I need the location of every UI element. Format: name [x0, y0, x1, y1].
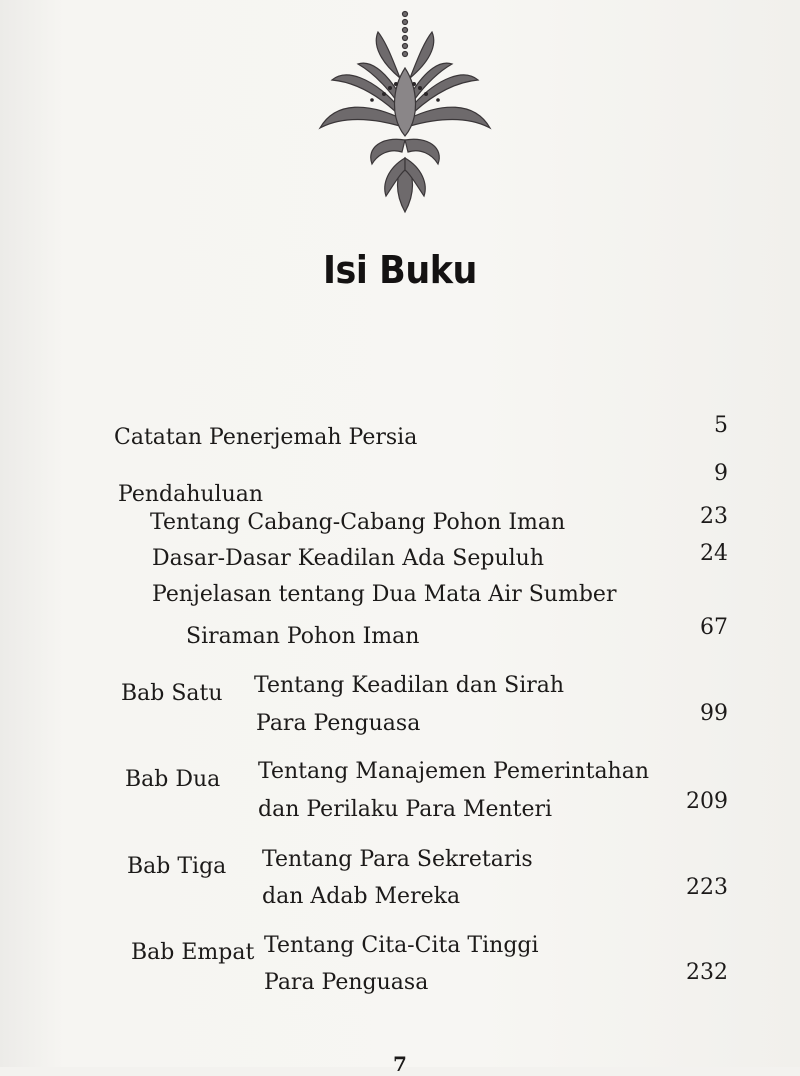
chapter-page: 209	[686, 789, 728, 814]
toc-entry-page: 5	[714, 413, 728, 438]
toc-entry-text: Catatan Penerjemah Persia	[114, 425, 418, 450]
chapter-title-line: Tentang Keadilan dan Sirah	[254, 673, 565, 698]
chapter-label: Bab Empat	[131, 940, 255, 965]
chapter-title-line: Tentang Para Sekretaris	[262, 847, 533, 872]
toc-subentry-text: Dasar-Dasar Keadilan Ada Sepuluh	[152, 546, 544, 571]
toc-entry-text: Pendahuluan	[118, 482, 264, 507]
chapter-title-line: Tentang Cita-Cita Tinggi	[264, 933, 539, 958]
chapter-label: Bab Tiga	[127, 854, 227, 879]
chapter-page: 223	[686, 875, 728, 900]
toc-subentry-text: Tentang Cabang-Cabang Pohon Iman	[150, 510, 566, 535]
chapter-label: Bab Dua	[125, 767, 221, 792]
toc-entry-page: 24	[700, 541, 728, 566]
floral-ornament-icon	[312, 8, 498, 214]
chapter-title-line: dan Perilaku Para Menteri	[258, 797, 553, 822]
toc-subentry-text: Penjelasan tentang Dua Mata Air Sumber	[152, 582, 617, 607]
page-number: 7	[393, 1052, 407, 1076]
chapter-page: 99	[700, 701, 728, 726]
chapter-title-line: Tentang Manajemen Pemerintahan	[258, 759, 650, 784]
toc-entry-page: 9	[714, 461, 728, 486]
chapter-title-line: dan Adab Mereka	[262, 884, 461, 909]
toc-entry-page: 23	[700, 504, 728, 529]
chapter-page: 232	[686, 960, 728, 985]
toc-entry-page: 67	[700, 615, 728, 640]
chapter-label: Bab Satu	[121, 681, 223, 706]
toc-subentry-text-cont: Siraman Pohon Iman	[186, 624, 420, 649]
chapter-title-line: Para Penguasa	[256, 711, 421, 736]
chapter-title-line: Para Penguasa	[264, 970, 429, 995]
page-title: Isi Buku	[323, 248, 477, 292]
